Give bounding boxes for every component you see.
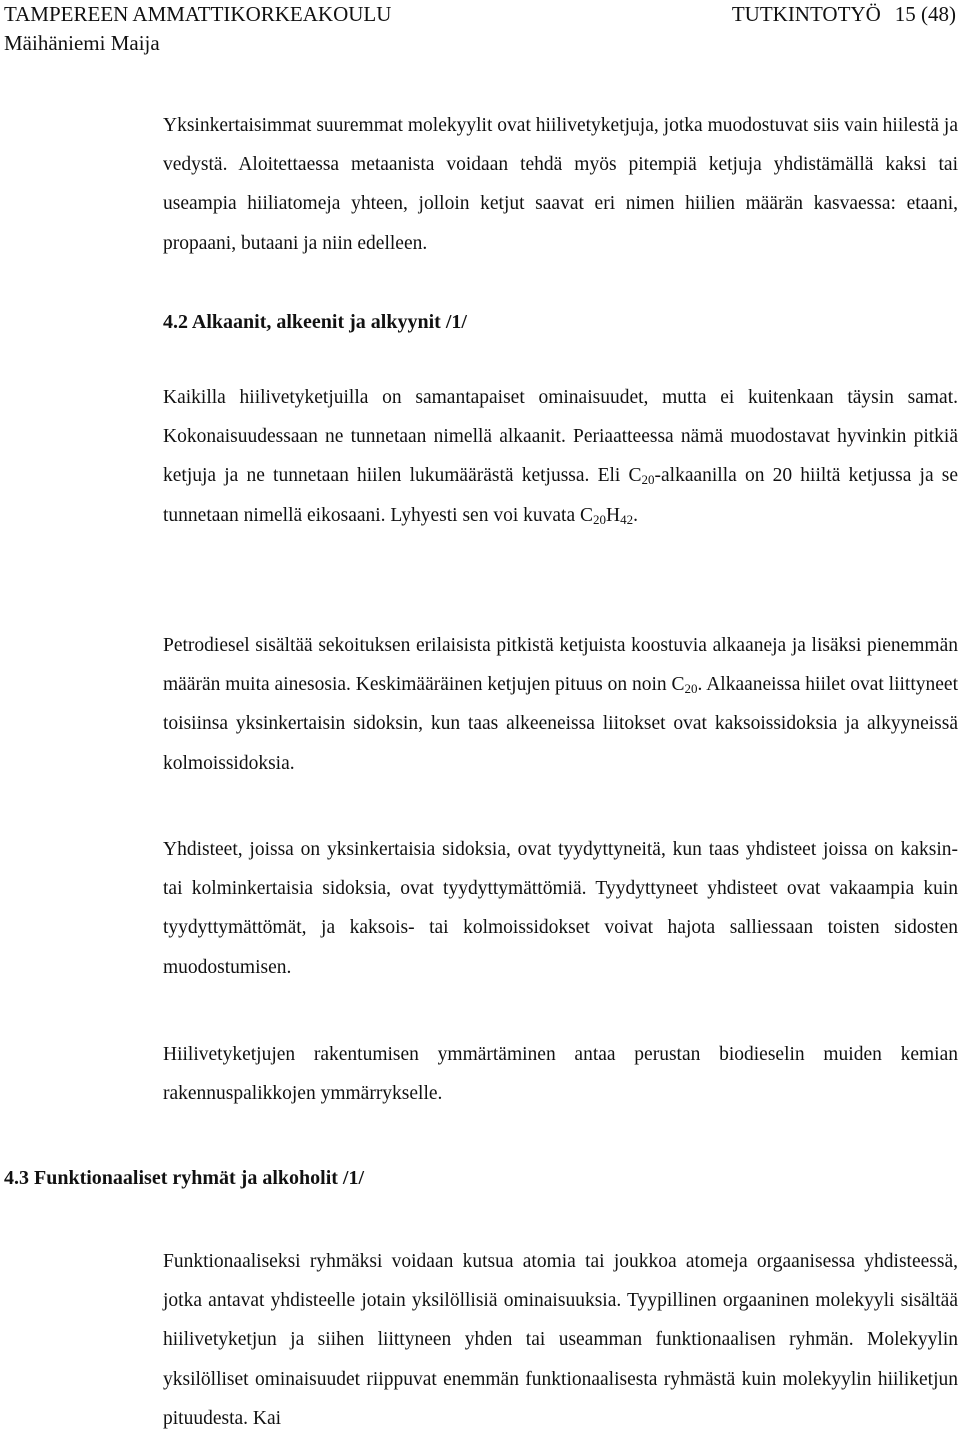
intro-paragraph: Yksinkertaisimmat suuremmat molekyylit ovat hiilivetyketjuja, jotka muodostuvat siis vain hiilestä ja vedystä. Aloitettaessa metaanista voidaan tehdä myös pitempiä ketjuja yhdistämällä kaksi tai useampia hiiliatomeja yhteen, jolloin ketjut saavat eri nimen hiilien määrän kasvaessa: etaani, propaani, butaani ja niin edelleen. <box>163 115 958 254</box>
section-heading-4-3: 4.3 Funktionaaliset ryhmät ja alkoholit /1/ <box>4 1167 365 1189</box>
subscript: 20 <box>592 511 606 527</box>
header-author-row <box>4 29 956 58</box>
institution-name: TAMPEREEN AMMATTIKORKEAKOULU <box>4 2 392 26</box>
paragraph-text: H <box>605 504 621 526</box>
paragraph-text: . Alkaaneissa hiilet ovat liittyneet toisiinsa yksinkertaisin sidoksin, kun taas alkeeneissa liitokset ovat kaksoissidoksia ja alkyyneissä kolmoissidoksia. <box>163 674 959 774</box>
paragraph-functional-groups: Funktionaaliseksi ryhmäksi voidaan kutsua atomia tai joukkoa atomeja orgaanisessa yhdisteessä, jotka antavat yhdisteelle jotain yksilöllisiä ominaisuuksia. Tyypillinen orgaaninen molekyyli sisältää hiilivetyketjun ja siihen liittyneen yhden tai useamman funktionaalisen ryhmän. Molekyylin yksilölliset ominaisuudet riippuvat enemmän funktionaalisesta ryhmästä kuin molekyylin hiiliketjun pituudesta. Kai <box>163 1251 958 1429</box>
page-header <box>4 0 956 58</box>
paragraph-text: Kaikilla hiilivetyketjuilla on samantapaiset ominaisuudet, mutta ei kuitenkaan täysin samat. Kokonaisuudessaan ne tunnetaan nimellä alkaanit. Periaatteessa nämä muodostavat hyvinkin pitkiä ketjuja ja ne tunnetaan hiilen lukumäärästä ketjussa. Eli C <box>163 387 958 487</box>
paragraph-text: . <box>633 504 638 526</box>
subscript: 20 <box>684 681 698 697</box>
paragraph-understanding: Hiilivetyketjujen rakentumisen ymmärtäminen antaa perustan biodieselin muiden kemian rakennuspalikkojen ymmärrykselle. <box>163 1044 958 1105</box>
subscript: 20 <box>641 472 655 488</box>
paragraph-alkanes <box>163 378 958 535</box>
paragraph-text: -alkaanilla on 20 hiiltä ketjussa ja se tunnetaan nimellä eikosaani. Lyhyesti sen voi kuvata C <box>163 465 959 526</box>
paragraph-petrodiesel <box>163 626 958 783</box>
page-number: 15 (48) <box>894 2 956 26</box>
header-top-row <box>4 0 956 29</box>
section-heading-4-2: 4.2 Alkaanit, alkeenit ja alkyynit /1/ <box>163 311 467 333</box>
document-type: TUTKINTOTYÖ <box>731 2 881 26</box>
paragraph-saturation: Yhdisteet, joissa on yksinkertaisia sidoksia, ovat tyydyttyneitä, kun taas yhdisteet joissa on kaksin- tai kolminkertaisia sidoksia, ovat tyydyttymättömiä. Tyydyttyneet yhdisteet ovat vakaampia kuin tyydyttymättömät, ja kaksois- tai kolmoissidokset voivat hajota salliessaan toisten sidosten muodostumisen. <box>163 839 958 978</box>
author-name: Mäihäniemi Maija <box>4 31 160 55</box>
paragraph-text: Petrodiesel sisältää sekoituksen erilaisista pitkistä ketjuista koostuvia alkaaneja ja lisäksi pienemmän määrän muita ainesosia. Keskimääräinen ketjujen pituus on noin C <box>163 635 958 696</box>
subscript: 42 <box>620 511 634 527</box>
